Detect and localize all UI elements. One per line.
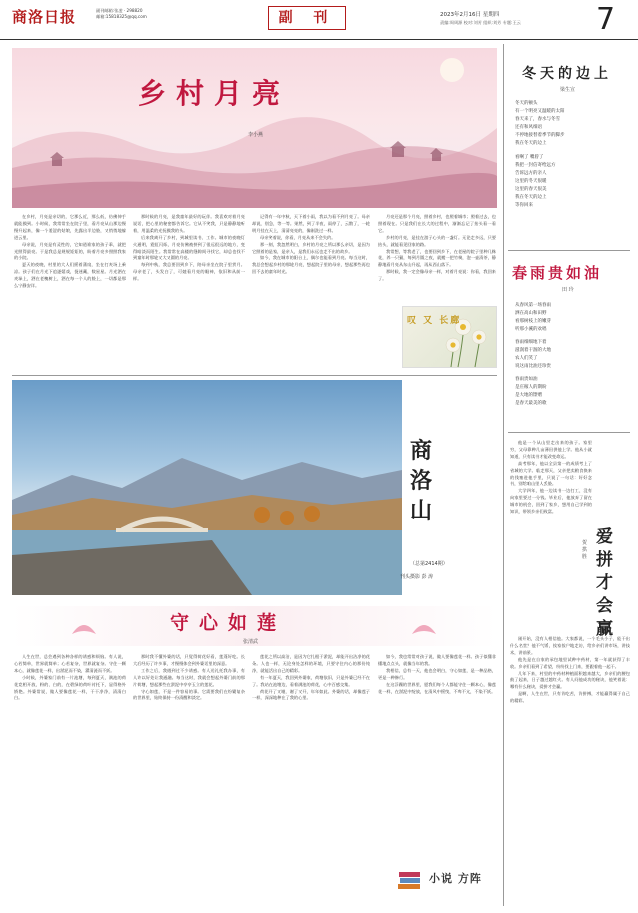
essay1-column [14,214,126,370]
poem-line: 我在冬天的边上 [515,195,547,200]
poem-line: 看那树枝上的嫩芽 [515,319,551,324]
paragraph: 我相信，总有一天，他也会明白，守心如莲，是一种品格，更是一种修行。 [378,667,496,680]
poem-line: 滋润着干涸的大地 [515,348,551,353]
essay3-column [510,636,630,904]
winter-poem-author: 梁生宣 [560,87,576,93]
paragraph: 几年下来，村里的中药材种植面积越来越大，乡亲们的腰包鼓了起来，日子越过越红火。有人问他成功的秘诀，他笑着说：哪有什么秘诀，爱拼才会赢。 [510,670,630,690]
essay2-column [378,654,496,854]
spring-poem-body [515,302,630,427]
essay3-column [510,440,592,630]
paragraph: 那时我不懂外婆的话，只觉得荷花好看，莲蓬好吃。长大后经历了许多事，才慢慢体会到外婆话里的深意。 [133,654,245,666]
paragraph: 每到中秋，我总要回到乡下，陪母亲坐在院子里赏月。母亲老了，头发白了，可她看月亮的眼神，依旧和从前一样。 [133,262,245,282]
section-title: 副 刊 [268,6,346,30]
issue-date: 2023年2月16日 星期四 [440,12,500,18]
paragraph: 那时候，我一定会像母亲一样，对着月亮说：你看，我回来了。 [378,269,496,282]
mountain-lake-image [12,380,402,595]
hero-author: 李小燕 [248,132,264,138]
winter-poem-title: 冬天的边上 [522,66,612,82]
essay3-author: 贺拱胜 [582,540,588,560]
essay1-column [252,214,370,370]
poem-line: 是春天最美的歌 [515,401,547,406]
spring-poem-title: 春雨贵如油 [512,264,603,282]
poem-line: 看啊了 嘴唇了 [515,155,544,160]
poem-line: 还有和风细语 [515,125,542,130]
publication-info-line: 副刊邮箱:张凌 · 298820 [96,8,143,13]
divider [508,432,630,433]
paragraph: 母亲笑着说，你看，月亮从来不会失约。 [260,234,336,240]
poem-line: 不停地接替着季节的脚步 [515,133,565,138]
paragraph: 有一年夏天，我回到外婆家，荷塘依旧，只是外婆已经不在了。我站在池塘边，看着满池的荷花，心中百感交集。 [252,674,370,687]
poem-line: 说这雨比油还珍贵 [515,364,551,369]
publication-info-line: 邮箱:15818325@qq.com [96,14,147,19]
essay1-column [133,214,245,370]
poem-line: 等你回来 [515,203,533,208]
paragraph: 那时候的月亮，是我童年最好的玩伴。我喜欢对着月亮说话，把心里的秘密都告诉它。它从不笑我，只是静静地听着，用温柔的光抚摸我的头。 [133,214,245,233]
poem-line: 春雨细细地下着 [515,340,547,345]
paragraph: 守心如莲，不是一件容易的事。它需要我们在纷繁复杂的世界里，始终保持一份清醒和淡定。 [133,688,245,701]
column-divider [503,44,504,906]
paragraph: 乡村的月亮，是挂在游子心头的一盏灯。无论走多远，只要抬头，就能看见回家的路。 [378,234,496,247]
paragraph: 如今，我在城市的阳台上，偶尔也能看到月亮。每当这时，我总会想起乡村的那轮月亮，想起院子里的母亲，想起那些再也回不去的童年时光。 [252,255,370,275]
essay2-column [133,654,245,904]
paragraph: 后来我离开了乡村，到城里读书、工作。城市的夜晚灯火通明，霓虹闪烁，月亮仿佛被挤到了很远很远的地方，变得暗淡而陌生。我常常在高楼的缝隙间寻找它，却总也找不到童年时那轮又大又圆的月亮。 [133,234,245,261]
poem-line: 告诉远方的亲人 [515,171,547,176]
paragraph: 工作之后，我遇到过不少诱惑。有人送礼托我办事，有人许以好处让我通融。每当这时，我就会想起外婆门前的那片荷塘，想起那些在淤泥中亭亭玉立的莲花。 [133,667,245,687]
poem-line: 听那小溪的欢唱 [515,327,547,332]
paragraph: 荷花开了又谢，谢了又开，年年如此。外婆的话，却像莲子一样，深深地种在了我的心里。 [252,688,370,701]
essay3-title: 爱拼才会赢 [596,527,613,639]
paragraph: 高考那年，他以全县第一的成绩考上了省城的大学。临走那天，父亲把卖粮食换来的钱塞进他手里，只说了一句话：好好念书，别给咱山里人丢脸。 [510,460,592,487]
paragraph: 大学四年，他一边读书一边打工，没有向家里要过一分钱。毕业后，他放弃了留在城市的机会，回到了家乡，想用自己学到的知识，带领乡亲们致富。 [510,488,592,515]
hero-title: 乡村月亮 [138,77,291,110]
paragraph: 在乡村，月亮是亲切的，它那么近，那么低，仿佛伸手就能摸到。小时候，我常常坐在院子里，看月亮从山那边慢慢升起来，像一个羞涩的姑娘，先露出半边脸，又悄悄地躲进云里。 [14,214,126,240]
paragraph: 莲花之所以高洁，是因为它扎根于淤泥，却能开出洁净的花朵。人也一样，无论身处怎样的环境，只要守住内心的那份纯净，就能活出自己的精彩。 [252,654,370,673]
paragraph: 那一刻，我忽然明白，乡村的月亮之所以那么亲切，是因为它照着的是家，是亲人，是我们永远也走不出的故乡。 [252,241,370,254]
essay2-column [14,654,126,904]
paragraph: 我常想，等我老了，也要回到乡下，在老屋的院子里种几株花，养一只猫，每到月圆之夜，就搬一把竹椅，泡一壶清茶，静静地看月亮从东山升起，再从西山落下。 [378,248,496,268]
paragraph: 人生在世，总会遇到各种各样的诱惑和烦恼。有人说，心若简单，世界就简单；心若复杂，世界就复杂。守住一颗本心，就像莲花一样，出淤泥而不染，濯清涟而不妖。 [14,654,126,673]
paragraph: 刚开始，没有人相信他。大家都说，一个毛头小子，能干出什么名堂？他不气馁，挨家挨户地走访，给乡亲们讲市场，讲技术，讲前景。 [510,636,630,655]
poem-line: 是庄稼人的期盼 [515,385,547,390]
poem-line: 这里的春天很美 [515,187,547,192]
essay2-author: 张清武 [243,639,259,645]
winter-poem-body [515,100,630,245]
paragraph: 是啊，人生在世，只有肯吃苦，肯拼搏，才能赢得属于自己的精彩。 [510,691,630,704]
paragraph: 在这浮躁的世界里，愿我们每个人都能守住一颗本心，像莲花一样，在淤泥中绽放，在清风中摇曳，不卑不亢，不染不妖。 [378,681,496,694]
paragraph: 记得有一年中秋，天下着小雨，我以为看不到月亮了。母亲却说，别急，等一等。果然，到了半夜，雨停了，云散了，一轮明月挂在天上，清清亮亮的，像刚洗过一样。 [252,214,370,233]
poem-line: 春雨贵如油 [515,377,538,382]
masthead-logo: 商洛日报 [12,8,77,26]
fiction-column-logo [393,862,495,900]
issue-note: （总第2414期） [410,561,448,567]
poem-line: 农人们笑了 [515,356,538,361]
poem-line: 春天来了，春水与冬雪 [515,117,560,122]
paragraph: 他是一个从山里走出来的孩子。家里穷，父母靠种几亩薄田供他上学。他从小就知道，只有读书才能改变命运。 [510,440,592,459]
paragraph: 夏天的夜晚，村里的大人们摇着蒲扇，坐在打麦场上乘凉。孩子们在月光下追逐嬉戏，捉迷藏，数星星。月光洒在麦垛上，洒在老槐树上，洒在每一个人的脸上，一切都是那么宁静安详。 [14,262,126,289]
divider [12,375,497,376]
essay2-title: 守心如莲 [170,612,287,634]
editors-line: 责编:周周源 校对:刘芳 组织:刘芳 专题:王云 [440,20,521,25]
poem-line: 我把一封信寄给远方 [515,163,556,168]
poem-line: 是大地的馈赠 [515,393,542,398]
page-number: 7 [596,2,616,37]
photo-badge: 叹 又 长廊 [407,316,462,326]
paragraph: 母亲说，月亮是有灵性的，它知道谁家的孩子乖，就把光照得最亮。于是我总是规规矩矩的，盼着月亮多照照我家的小院。 [14,241,126,261]
poem-line: 这里的冬天很暖 [515,179,547,184]
paragraph: 月亮还是那个月亮，照着乡村，也照着城市；照着过去，也照着现在。只是我们在长大的过程中，渐渐忘记了抬头看一看它。 [378,214,496,233]
publication-info [96,8,147,20]
poem-line: 冬天的额头 [515,101,538,106]
paragraph: 小时候，外婆家门前有一片池塘，每到夏天，满池的荷花竞相开放，粉的、白的，在碧绿的荷叶衬托下，显得格外娇艳。外婆常说，做人要像莲花一样，干干净净，清清白白。 [14,674,126,701]
flower-photo [402,306,497,368]
poem-line: 我在冬天的边上 [515,141,547,146]
paragraph: 如今，我也常常对孩子说，做人要像莲花一样。孩子似懂非懂地点点头，就像当年的我。 [378,654,496,666]
spring-poem-author: 田 玲 [562,287,574,293]
photo-credit: 刊头摄影 彭 涛 [400,574,434,580]
poem-line: 有一个明亮又温暖的太阳 [515,109,565,114]
divider [508,250,630,251]
paragraph: 他先是在自家的承包地里试种中药材，第一年就获得了丰收。乡亲们看到了希望，纷纷找上门来，要跟着他一起干。 [510,656,630,669]
photo-title: 商洛山 [410,438,433,524]
landscape-photo [12,380,402,595]
fiction-column-label: 小说 方阵 [429,872,482,885]
book-stack-icon [395,866,425,896]
essay2-column [252,654,370,904]
poem-line: 洒在高山和田野 [515,311,547,316]
poem-line: 从春风第一场春雨 [515,303,551,308]
